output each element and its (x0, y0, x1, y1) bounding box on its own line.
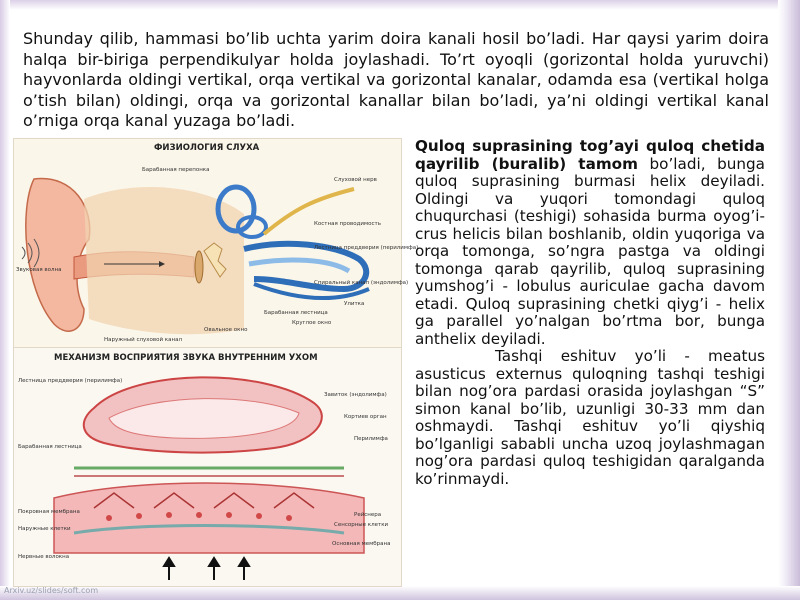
label-organ-of-corti: Кортиев орган (344, 414, 387, 420)
inner-ear-illustration (14, 348, 401, 586)
paragraph-semicircular-canals: Shunday qilib, hammasi bo’lib uchta yarim doira kanali hosil bo’ladi. Har qaysi yarim doira halqa bir-biriga perpendikulyar holda joylashadi. To’rt oyoqli (gorizontal holda yuruvchi) hayvonlarda oldingi vertikal, orqa vertikal va gorizontal kanalar, odamda esa (vertikal holga o’tish bilan) oldingi, orqa va gorizontal kanallar bilan bo’ladi, ya’ni oldingi vertikal kanal o’rniga orqa kanal yuzaga bo’ladi. (23, 29, 769, 130)
figure-2-title: МЕХАНИЗМ ВОСПРИЯТИЯ ЗВУКА ВНУТРЕННИМ УХОМ (54, 353, 318, 363)
label-spiral-canal: Спиральный канал (эндолимфа) (314, 280, 409, 286)
label-reissner: Рейснера (354, 512, 382, 518)
label-perilymph: Перилимфа (354, 436, 388, 442)
right-text-column (415, 138, 765, 488)
label-outer-cells: Наружные клетки (18, 526, 71, 532)
label-basilar-membrane: Основная мембрана (332, 541, 391, 547)
label-vestibular-scala: Лестница преддверия (перилимфа) (314, 245, 419, 251)
label-tympanic-ladder: Барабанная лестница (18, 444, 82, 450)
label-tectorial-membrane: Покровная мембрана (18, 509, 80, 515)
label-cochlear-duct: Завиток (эндолимфа) (324, 392, 387, 398)
paragraph-external-canal: Tashqi eshituv yo’li - meatus asusticus externus quloqning tashqi teshigi bilan nog’ora pardasi orasida joylashgan “S” simon kanal bo’lib, uzunligi 30-33 mm dan oshmaydi. Tashqi eshituv yo’li qiyshiq bo’lganligi sababli uncha uzoq joylashmagan nog’ora pardasi quloq teshigidan qaralganda ko’rinmaydi. (415, 347, 765, 488)
slide-frame-bottom (0, 586, 800, 600)
paragraph-auricle-rest: bo’ladi, bunga quloq suprasining burmasi helix deyiladi. Oldingi va yuqori tomondagi quloq chuqurchasi (teshigi) sohasida burma oyog’i- crus helicis bilan boshlanib, oldin yuqoriga va orqa tomonga, so’ngra pastga va oldingi tomonga qarab qayrilib, quloq suprasining yumshog’i - lobulus auriculae gacha davom etadi. Quloq suprasining chetki qiyg’i - helix ga parallel yo’nalgan bo’rtma bor, bunga anthelix deyiladi. (415, 154, 765, 348)
label-sound-wave: Звуковая волна (16, 267, 62, 273)
label-oval-window: Овальное окно (204, 327, 248, 333)
slide-frame-left (0, 0, 10, 600)
label-cochlea: Улитка (344, 301, 365, 307)
figure-1-title: ФИЗИОЛОГИЯ СЛУХА (154, 143, 260, 153)
label-eardrum: Барабанная перепонка (142, 167, 210, 173)
label-nerve-fibers: Нервные волокна (18, 554, 70, 560)
label-ear-canal: Наружный слуховой канал (104, 337, 182, 343)
site-watermark: Arxiv.uz/slides/soft.com (4, 586, 99, 595)
paragraph-auricle (415, 138, 765, 348)
label-vestibule-ladder: Лестница преддверия (перилимфа) (18, 378, 123, 384)
label-bone-conduction: Костная проводимость (314, 221, 381, 227)
inner-ear-mechanism-figure (13, 347, 402, 587)
label-auditory-nerve: Слуховой нерв (334, 177, 377, 183)
label-tympanic-scala: Барабанная лестница (264, 310, 328, 316)
label-sensory-cells: Сенсорные клетки (334, 522, 389, 528)
label-round-window: Круглое окно (292, 320, 332, 326)
ear-anatomy-illustration (14, 139, 419, 349)
slide-frame-right (778, 0, 800, 600)
paragraph-auricle-bold: Quloq suprasining tog’ayi quloq chetida qayrilib (buralib) tamom (415, 137, 765, 173)
ear-anatomy-figure (13, 138, 419, 350)
slide-frame-top (0, 0, 800, 10)
